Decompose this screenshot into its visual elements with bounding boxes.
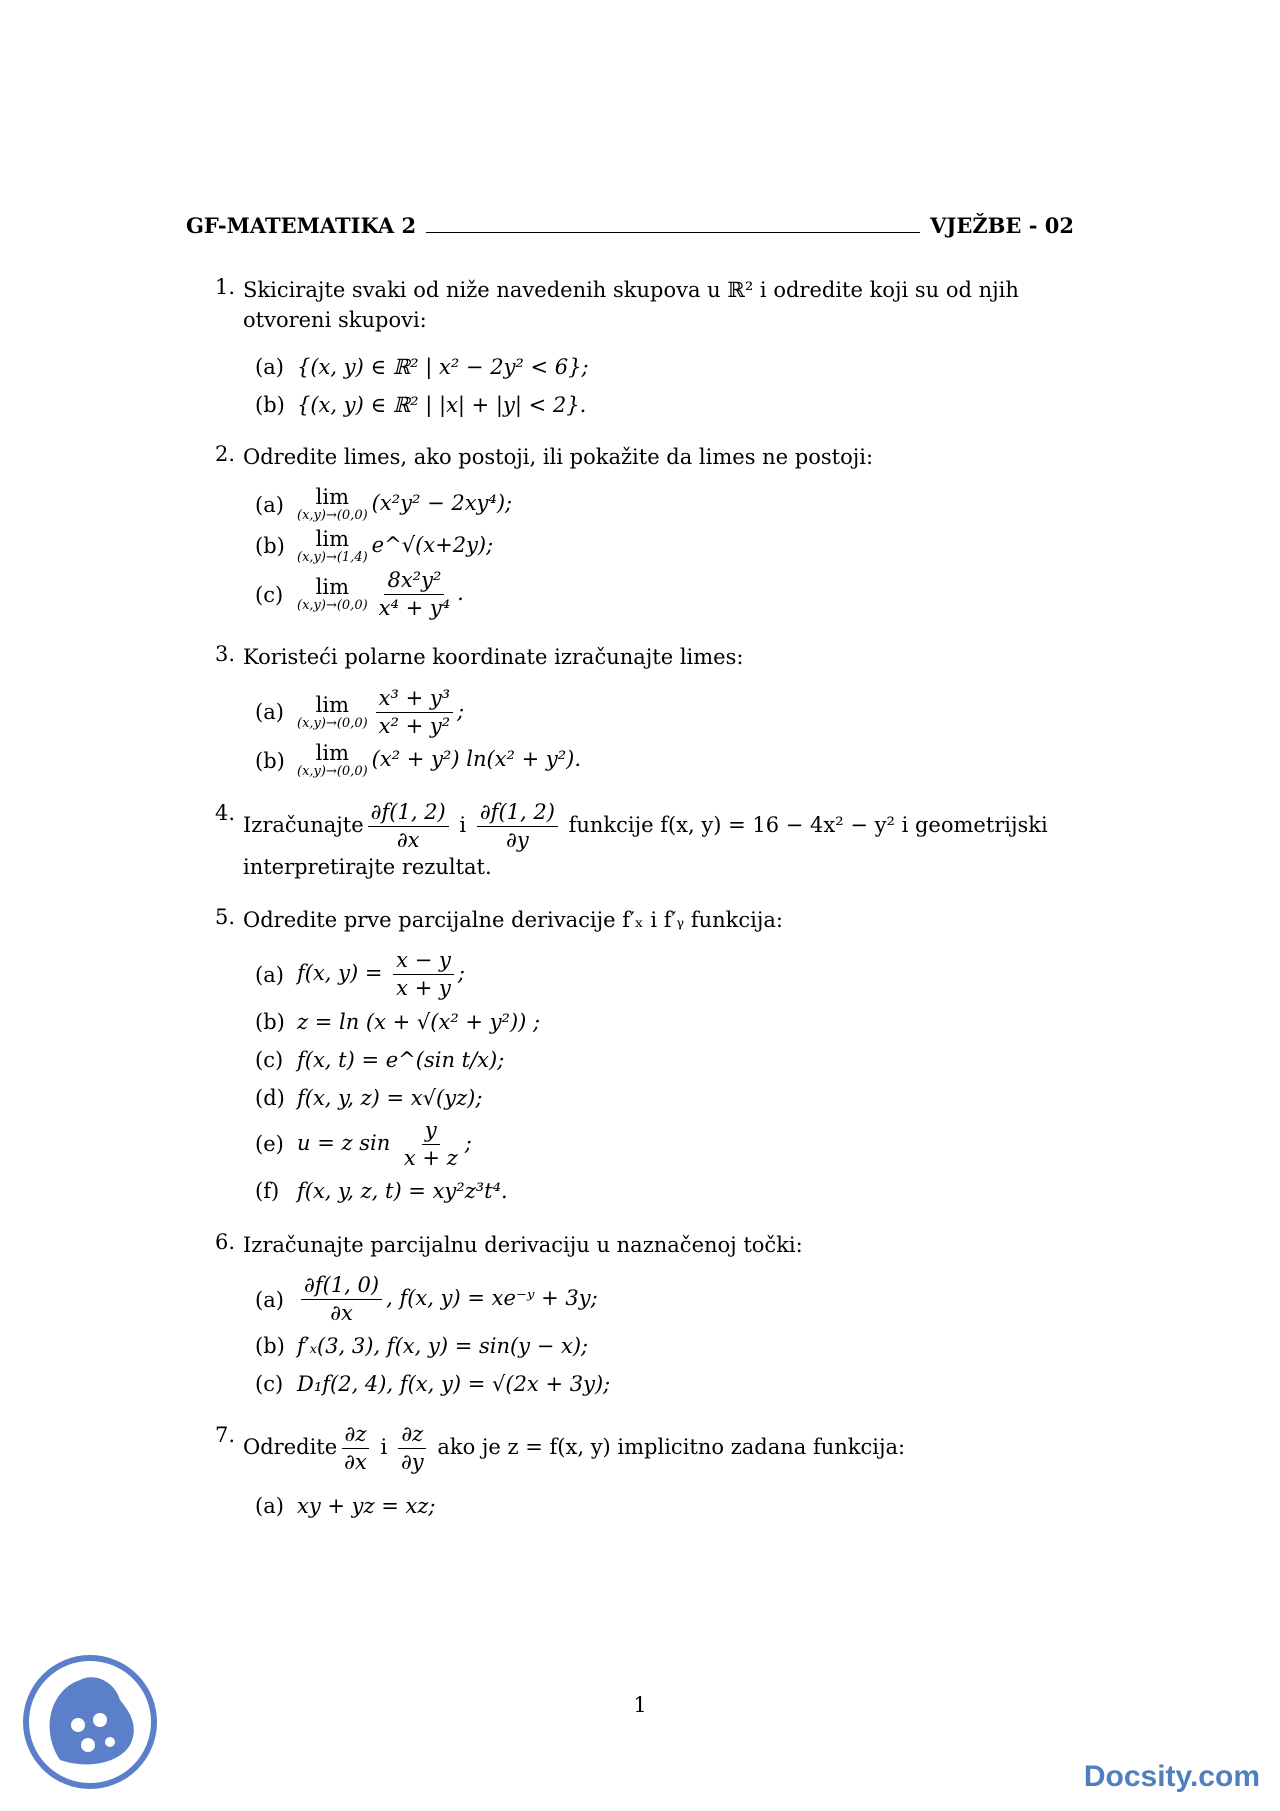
expression-text: f(x, t) = e^(sin t/x); <box>297 1047 505 1072</box>
problem-list <box>215 275 1075 1523</box>
problem-7 <box>215 1423 1075 1522</box>
subproblem-expression <box>297 742 581 779</box>
subproblem-label: (b) <box>255 1334 285 1359</box>
fraction-denominator: x⁴ + y⁴ <box>378 596 451 621</box>
page-header <box>186 213 1074 238</box>
expression-prefix: u = z sin <box>297 1130 397 1155</box>
expression-text: f(x, y, z) = x√(yz); <box>297 1085 483 1110</box>
subproblem-label: (a) <box>255 700 284 725</box>
limit-operator <box>297 486 368 523</box>
docsity-brand: Docsity.com <box>1083 1760 1260 1793</box>
problem-pre: Odredite <box>243 1435 338 1460</box>
subproblem <box>255 1489 1075 1523</box>
subproblem-list <box>243 350 1075 422</box>
expression-prefix: f(x, y) = <box>297 961 390 986</box>
problem-mid: i <box>452 813 473 838</box>
limit-word: lim <box>315 575 350 599</box>
expression-text: {(x, y) ∈ ℝ² | |x| + |y| < 2}. <box>297 392 587 417</box>
expression-text: f(x, y, z, t) = xy²z³t⁴. <box>297 1178 508 1203</box>
subproblem-expression <box>297 949 465 1000</box>
course-title: GF-MATEMATIKA 2 <box>186 213 417 238</box>
subproblem-expression <box>297 1372 610 1396</box>
fraction-denominator: x + y <box>396 976 451 1001</box>
problem-number: 1. <box>215 275 236 299</box>
subproblem <box>255 949 1075 1000</box>
fraction <box>301 1274 382 1325</box>
fraction-numerator: ∂f(1, 2) <box>477 801 558 827</box>
problem-number: 7. <box>215 1423 236 1448</box>
subproblem-expression <box>297 486 512 523</box>
subproblem-list <box>243 486 1075 620</box>
problem-statement: Odredite limes, ako postoji, ili pokažite da limes ne postoji: <box>243 444 874 469</box>
subproblem-label: (b) <box>255 1009 285 1034</box>
expression-text: e^√(x+2y); <box>371 532 494 557</box>
fraction-numerator: ∂f(1, 2) <box>368 801 449 827</box>
problem-post: funkcije f(x, y) = 16 − 4x² − y² i geometrijski interpretirajte rezultat. <box>243 813 1048 880</box>
subproblem-expression <box>297 1010 540 1034</box>
problem-pre: Izračunajte <box>243 813 364 838</box>
fraction-numerator: ∂z <box>398 1423 426 1449</box>
limit-word: lim <box>315 740 350 765</box>
subproblem <box>255 388 1075 422</box>
subproblem-label: (a) <box>255 1493 284 1518</box>
problem-2 <box>215 442 1075 620</box>
subproblem-expression <box>297 393 586 417</box>
expression-text: z = ln (x + √(x² + y²)) ; <box>297 1009 541 1034</box>
subproblem <box>255 1043 1075 1077</box>
subproblem <box>255 687 1075 738</box>
subproblem <box>255 1174 1075 1208</box>
fraction <box>401 1119 461 1170</box>
fraction <box>477 801 558 852</box>
subproblem <box>255 350 1075 384</box>
problem-number: 5. <box>215 904 236 929</box>
limit-operator <box>297 694 368 731</box>
subproblem <box>255 569 1075 620</box>
subproblem <box>255 486 1075 523</box>
problem-number: 2. <box>215 441 236 466</box>
problem-statement: Koristeći polarne koordinate izračunajte limes: <box>243 645 744 670</box>
subproblem <box>255 1274 1075 1325</box>
subproblem-expression <box>297 528 493 565</box>
docsity-logo-icon <box>20 1650 160 1790</box>
page-number: 1 <box>633 1693 647 1717</box>
fraction-denominator: ∂y <box>505 828 529 853</box>
problem-text <box>243 1230 1075 1260</box>
problem-text <box>243 275 1075 336</box>
problem-5 <box>215 905 1075 1208</box>
fraction-denominator: x² + y² <box>378 713 451 738</box>
subproblem <box>255 742 1075 779</box>
subproblem-label: (c) <box>255 582 284 607</box>
limit-operator <box>297 742 368 779</box>
limit-subscript: (x,y)→(0,0) <box>297 764 368 779</box>
subproblem-label: (f) <box>255 1178 280 1203</box>
problem-3 <box>215 642 1075 779</box>
subproblem-label: (d) <box>255 1085 285 1110</box>
expression-text: {(x, y) ∈ ℝ² | x² − 2y² < 6}; <box>297 354 589 379</box>
subproblem-expression <box>297 1086 482 1110</box>
fraction-numerator: x − y <box>393 949 454 975</box>
fraction <box>393 949 454 1000</box>
subproblem-expression <box>297 1334 588 1358</box>
expression-text: (x²y² − 2xy⁴); <box>371 491 513 516</box>
problem-4 <box>215 801 1075 883</box>
subproblem-expression <box>297 1119 472 1170</box>
fraction <box>376 687 454 738</box>
problem-number: 6. <box>215 1229 236 1254</box>
fraction-denominator: x + z <box>403 1145 458 1170</box>
limit-word: lim <box>315 692 350 717</box>
subproblem <box>255 1119 1075 1170</box>
subproblem <box>255 1005 1075 1039</box>
subproblem <box>255 1329 1075 1363</box>
fraction-numerator: x³ + y³ <box>376 687 454 713</box>
subproblem <box>255 528 1075 565</box>
expression-tail: ; <box>464 1130 472 1155</box>
fraction <box>398 1423 427 1474</box>
expression-text: D₁f(2, 4), f(x, y) = √(2x + 3y); <box>297 1372 611 1397</box>
subproblem-label: (b) <box>255 534 285 559</box>
subproblem-list <box>243 949 1075 1207</box>
expression-text: xy + yz = xz; <box>297 1493 436 1518</box>
problem-mid: i <box>373 1435 394 1460</box>
fraction-numerator: ∂f(1, 0) <box>301 1274 382 1300</box>
limit-word: lim <box>315 485 350 510</box>
header-rule <box>426 232 920 233</box>
subproblem-expression <box>297 687 464 738</box>
fraction-denominator: ∂x <box>396 828 420 853</box>
problem-6 <box>215 1230 1075 1402</box>
fraction-numerator: y <box>422 1119 440 1145</box>
fraction <box>376 569 454 620</box>
expression-tail: ; <box>457 961 465 986</box>
expression-tail: , f(x, y) = xe⁻ʸ + 3y; <box>386 1286 598 1311</box>
expression-tail: ; <box>457 698 465 723</box>
problem-statement: Odredite prve parcijalne derivacije f′ₓ i f′ᵧ funkcija: <box>243 907 783 932</box>
expression-tail: . <box>457 581 464 606</box>
subproblem-expression <box>297 1494 436 1518</box>
subproblem-label: (e) <box>255 1132 284 1157</box>
problem-1 <box>215 275 1075 422</box>
subproblem-label: (a) <box>255 354 284 379</box>
subproblem-list <box>243 1274 1075 1401</box>
subproblem <box>255 1081 1075 1115</box>
problem-text <box>243 801 1075 883</box>
problem-number: 3. <box>215 642 236 667</box>
subproblem-label: (c) <box>255 1372 284 1397</box>
problem-text <box>243 1423 1075 1474</box>
fraction <box>341 1423 370 1474</box>
problem-text <box>243 905 1075 935</box>
fraction-numerator: ∂z <box>342 1423 370 1449</box>
fraction-denominator: ∂x <box>344 1450 367 1475</box>
subproblem-expression <box>297 1048 504 1072</box>
subproblem-expression <box>297 355 589 379</box>
fraction-denominator: ∂y <box>400 1450 424 1475</box>
fraction-denominator: ∂x <box>330 1301 353 1326</box>
expression-text: f′ₓ(3, 3), f(x, y) = sin(y − x); <box>297 1334 589 1359</box>
subproblem-label: (a) <box>255 493 284 517</box>
limit-subscript: (x,y)→(0,0) <box>297 715 368 731</box>
subproblem-label: (a) <box>255 1287 284 1312</box>
subproblem-label: (b) <box>255 748 285 773</box>
problem-statement: Izračunajte parcijalnu derivaciju u naznačenoj točki: <box>243 1232 803 1257</box>
problem-post: ako je z = f(x, y) implicitno zadana funkcija: <box>430 1435 906 1460</box>
problem-text <box>243 442 1075 472</box>
problem-number: 4. <box>215 801 236 826</box>
limit-subscript: (x,y)→(0,0) <box>297 508 368 524</box>
limit-word: lim <box>315 526 350 551</box>
subproblem <box>255 1367 1075 1401</box>
subproblem-label: (b) <box>255 392 285 417</box>
subproblem-label: (a) <box>255 962 284 987</box>
fraction-numerator: 8x²y² <box>384 569 444 595</box>
expression-text: (x² + y²) ln(x² + y²). <box>371 747 582 772</box>
subproblem-list <box>243 687 1075 780</box>
subproblem-expression <box>297 1274 598 1325</box>
limit-subscript: (x,y)→(0,0) <box>297 598 368 614</box>
subproblem-expression <box>297 1179 508 1203</box>
subproblem-list <box>243 1489 1075 1523</box>
subproblem-expression <box>297 569 464 620</box>
fraction <box>368 801 449 852</box>
limit-operator <box>297 528 368 565</box>
problem-statement: Skicirajte svaki od niže navedenih skupova u ℝ² i odredite koji su od njih otvoreni skupovi: <box>243 278 1019 333</box>
exercise-title: VJEŽBE - 02 <box>930 213 1074 238</box>
limit-subscript: (x,y)→(1,4) <box>297 549 368 565</box>
limit-operator <box>297 576 368 613</box>
subproblem-label: (c) <box>255 1047 284 1072</box>
problem-text <box>243 642 1075 672</box>
